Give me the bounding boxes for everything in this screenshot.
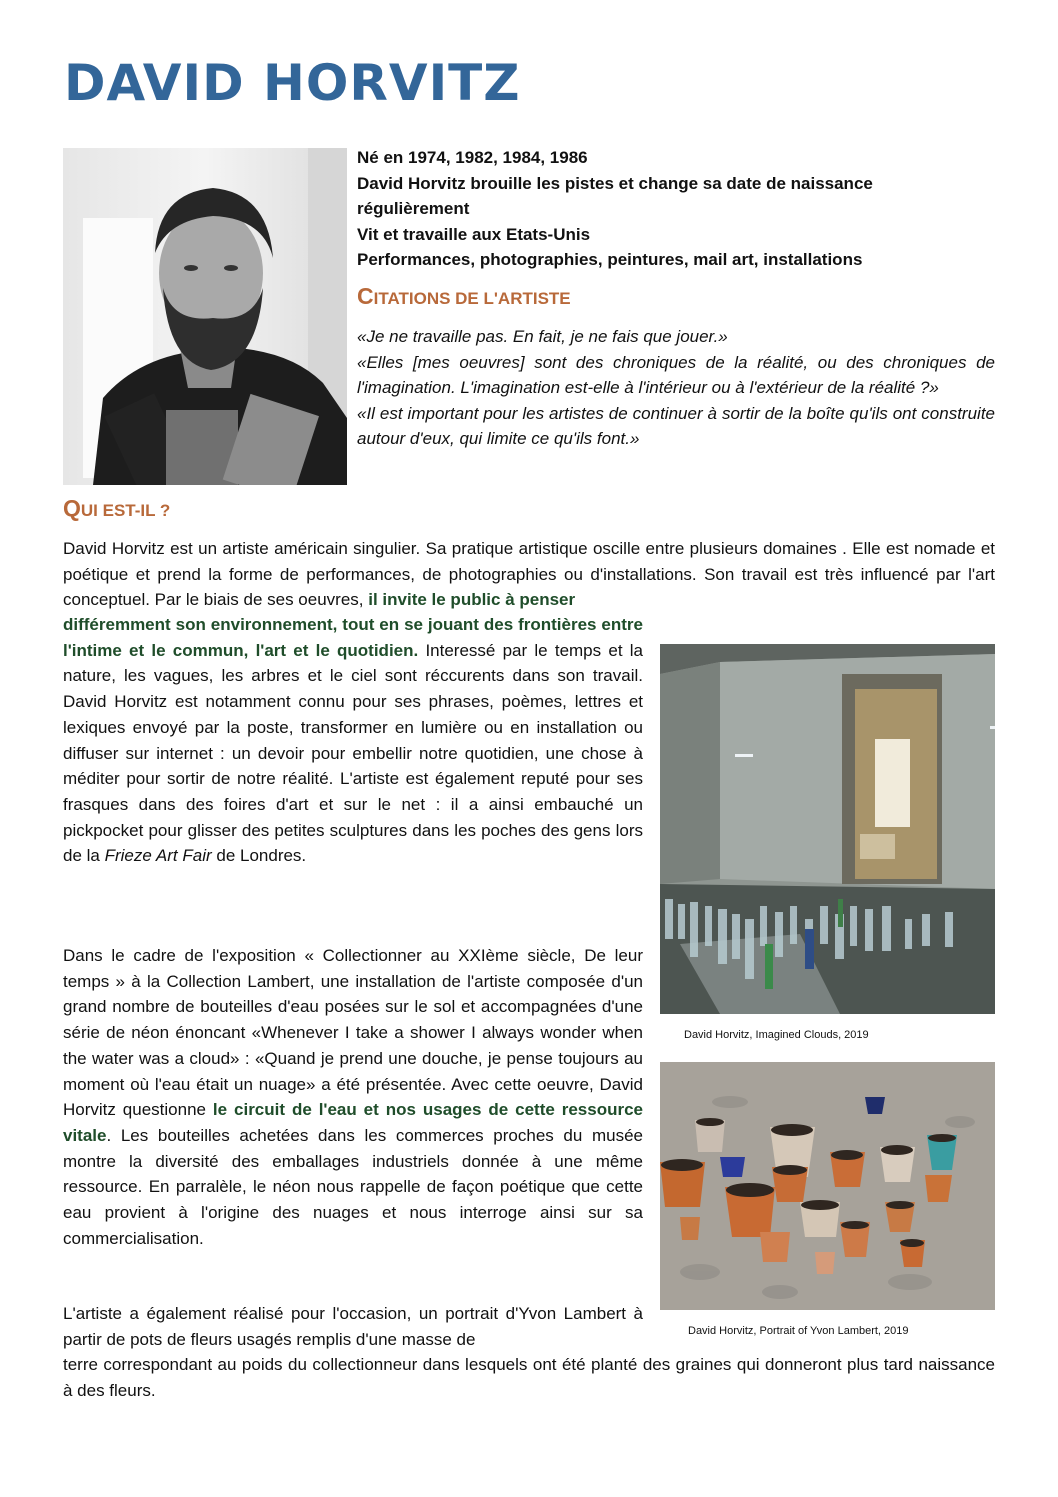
section-title-initial: Q bbox=[63, 495, 81, 521]
section-title-rest: UI EST-IL ? bbox=[80, 501, 171, 520]
highlight-text: il invite le public à penser bbox=[368, 590, 576, 610]
quote: «Il est important pour les artistes de continuer à sortir de la boîte qu'ils ont construite autour d'eux, qui limite ce qu'ils font.» bbox=[357, 403, 995, 448]
page-title: DAVID HORVITZ bbox=[64, 54, 521, 112]
bio-line-dates-note-cont: régulièrement bbox=[357, 199, 470, 218]
intro-paragraph-continued bbox=[63, 612, 643, 869]
body-text: . Les bouteilles achetées dans les commerces proches du musée montre la diversité des emballages industriels donnée à une même ressource. En parralèle, le néon nous rappelle de façon poétique que cette eau provient à l'origine des nuages et nous interroge ainsi sur sa commercialisation. bbox=[63, 1125, 643, 1248]
bio-line-dates-note: David Horvitz brouille les pistes et change sa date de naissance bbox=[357, 173, 873, 193]
artist-portrait-image bbox=[63, 148, 347, 485]
intro-text: David Horvitz est un artiste américain singulier. Sa pratique artistique oscille entre plusieurs domaines . Elle est nomade et poétique et prend la forme de performances, de photographies ou d'installations. Son travail est très influencé par l'art conceptuel. Par le biais de ses oeuvres, bbox=[63, 539, 995, 610]
portrait-work-paragraph: L'artiste a également réalisé pour l'occasion, un portrait d'Yvon Lambert à partir de pots de fleurs usagés remplis d'une masse de bbox=[63, 1304, 643, 1349]
portrait-of-yvon-lambert-photo bbox=[660, 1062, 995, 1310]
artist-bio bbox=[357, 145, 997, 273]
photo-caption: David Horvitz, Portrait of Yvon Lambert, 2019 bbox=[688, 1325, 909, 1337]
highlight-text: le circuit de l'eau et nos usages de cette ressource vitale bbox=[63, 1100, 643, 1145]
exhibition-paragraph bbox=[63, 943, 643, 1251]
section-title-initial: C bbox=[357, 283, 374, 309]
section-title-citations bbox=[357, 283, 571, 310]
bio-line-mediums: Performances, photographies, peintures, mail art, installations bbox=[357, 250, 863, 269]
portrait-work-paragraph-continued: terre correspondant au poids du collectionneur dans lesquels ont été planté des graines qui donneront plus tard naissance à des fleurs. bbox=[63, 1355, 995, 1400]
quote: «Je ne travaille pas. En fait, je ne fais que jouer.» bbox=[357, 327, 728, 346]
body-text: Interessé par le temps et la nature, les vagues, les arbres et le ciel sont réccurents dans son travail. David Horvitz est notamment connu pour ses phrases, poèmes, lettres et lexiques envoyé par la poste, transformer en lumière ou en installation ou diffuser sur internet : un devoir pour embellir notre quotidien, une chose à méditer pour sortir de notre réalité. L'artiste est également reputé pour ses frasques dans des foires d'art et sur le net : il a ainsi embauché un pickpocket pour glisser des petites sculptures dans les poches des gens lors de la bbox=[63, 640, 643, 866]
quote: «Elles [mes oeuvres] sont des chroniques de la réalité, ou des chroniques de l'imagination. L'imagination est-elle à l'intérieur ou à l'extérieur de la réalité ?» bbox=[357, 352, 995, 397]
photo-caption: David Horvitz, Imagined Clouds, 2019 bbox=[684, 1029, 869, 1041]
artist-quotes bbox=[357, 324, 995, 452]
bio-line-residence: Vit et travaille aux Etats-Unis bbox=[357, 224, 591, 244]
highlight-text: différemment son environnement, tout en se jouant des frontières entre l'intime et le commun, l'art et le quotidien. bbox=[63, 615, 643, 660]
intro-paragraph bbox=[63, 536, 995, 613]
section-title-qui-est-il bbox=[63, 495, 170, 522]
imagined-clouds-photo bbox=[660, 644, 995, 1014]
body-text: de Londres. bbox=[211, 846, 307, 866]
body-text: Dans le cadre de l'exposition « Collectionner au XXIème siècle, De leur temps » à la Collection Lambert, une installation de l'artiste composée d'un grand nombre de bouteilles d'eau posées sur le sol et accompagnées d'une série de néon énoncant «Whenever I take a shower I always wonder when the water was a cloud» : «Quand je prend une douche, je pense toujours au moment où l'eau était un nuage» a été présentée. Avec cette oeuvre, David Horvitz questionne bbox=[63, 946, 643, 1120]
section-title-rest: ITATIONS DE L'ARTISTE bbox=[373, 289, 571, 308]
bio-line-birth: Né en 1974, 1982, 1984, 1986 bbox=[357, 148, 588, 167]
italic-event-name: Frieze Art Fair bbox=[104, 846, 212, 866]
